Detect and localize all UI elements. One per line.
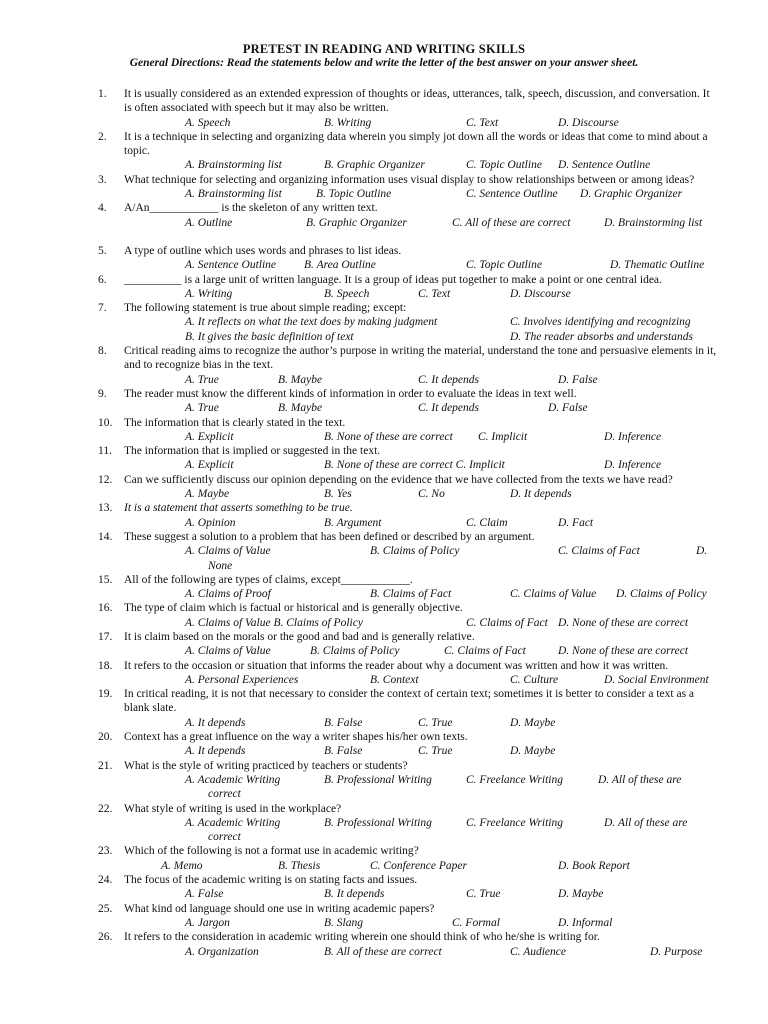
answer-choice: C. It depends [418, 402, 480, 415]
answer-choice: A. Claims of Value [185, 545, 271, 558]
answer-choice: C. Claim [466, 516, 508, 529]
answer-choice: C. Text [466, 116, 499, 129]
question-text: __________ is a large unit of written language. It is a group of ideas put together to make a point or one central idea. [124, 273, 662, 286]
answer-choice: C. Conference Paper [370, 859, 467, 872]
answer-choice: C. Text [418, 287, 451, 300]
answer-choice: B. Slang [324, 916, 363, 929]
question-number: 16. [98, 602, 113, 615]
answer-choice: C. Freelance Writing [466, 816, 563, 829]
question-number: 1. [98, 88, 107, 100]
question-item [0, 201, 768, 230]
question-number: 21. [98, 759, 113, 772]
question-item [0, 844, 768, 873]
question-number: 19. [98, 688, 113, 701]
answer-choice: A. Opinion [185, 516, 236, 529]
question-item [0, 802, 768, 845]
choice-row [0, 830, 768, 844]
answer-choice: D. Graphic Organizer [580, 188, 683, 201]
choice-row [0, 616, 768, 630]
answer-choice: A. False [185, 888, 224, 901]
question-text: It is a statement that asserts something to be true. [124, 502, 353, 515]
answer-choice: D. It depends [510, 488, 572, 501]
answer-choice: B. Writing [324, 116, 372, 129]
choice-row [0, 458, 768, 472]
answer-choice: C. True [418, 716, 453, 729]
question-list [0, 87, 768, 959]
answer-choice: A. Academic Writing [185, 773, 281, 786]
question-item [0, 387, 768, 416]
question-number: 10. [98, 416, 113, 429]
answer-choice: B. It gives the basic definition of text [185, 330, 354, 343]
question-text: Can we sufficiently discuss our opinion depending on the evidence that we have collected from the texts we have read? [124, 473, 673, 486]
question-text: The information that is implied or suggested in the text. [124, 445, 381, 458]
question-text: In critical reading, it is not that necessary to consider the context of certain text; sometimes it is better to consider a text as a blank slate. [124, 688, 695, 715]
answer-choice: A. True [185, 373, 219, 386]
question-number: 17. [98, 630, 113, 643]
answer-choice: A. It depends [185, 716, 246, 729]
question-number: 8. [98, 345, 107, 358]
question-text: It is claim based on the morals or the good and bad and is generally relative. [124, 630, 475, 643]
question-item [0, 687, 768, 730]
question-number: 18. [98, 659, 113, 672]
question-item [0, 659, 768, 688]
question-text: What is the style of writing practiced by teachers or students? [124, 759, 408, 772]
answer-choice: B. Speech [324, 287, 370, 300]
answer-choice: A. Academic Writing [185, 816, 281, 829]
answer-choice: C. Claims of Fact [444, 645, 526, 658]
answer-choice: B. Context [370, 673, 419, 686]
question-item [0, 473, 768, 502]
question-item [0, 601, 768, 630]
answer-choice: D. Brainstorming list [604, 216, 703, 229]
choice-row [0, 373, 768, 387]
answer-choice: D. Maybe [510, 716, 556, 729]
question-text: What technique for selecting and organizing information uses visual display to show relationships between or among ideas? [124, 173, 695, 186]
question-text: Critical reading aims to recognize the author’s purpose in writing the material, understand the tone and persuasive elements in it, and to recognize bias in the text. [124, 345, 717, 372]
choice-row [0, 544, 768, 558]
answer-choice: D. Maybe [558, 888, 604, 901]
question-item [0, 501, 768, 530]
question-text: The following statement is true about simple reading; except: [124, 302, 407, 315]
answer-choice: D. Discourse [510, 287, 571, 300]
answer-choice: C. Sentence Outline [466, 188, 558, 201]
answer-choice: A. Brainstorming list [185, 188, 282, 201]
question-text: All of the following are types of claims, except____________. [124, 573, 413, 586]
answer-choice: A. Claims of Proof [185, 588, 271, 601]
answer-choice: A. Jargon [185, 916, 230, 929]
question-text: Which of the following is not a format use in academic writing? [124, 845, 419, 858]
answer-choice: A. It reflects on what the text does by making judgment [185, 316, 438, 329]
question-item [0, 630, 768, 659]
answer-choice: correct [208, 788, 241, 801]
answer-choice: B. Maybe [278, 402, 323, 415]
choice-row [0, 559, 768, 573]
answer-choice: D. False [558, 373, 598, 386]
answer-choice: A. Explicit [185, 459, 234, 472]
choice-row [0, 916, 768, 930]
answer-choice: A. Organization [185, 945, 259, 958]
answer-choice: B. Maybe [278, 373, 323, 386]
question-number: 23. [98, 845, 113, 858]
question-item [0, 130, 768, 173]
question-number: 20. [98, 731, 113, 744]
answer-choice: D. All of these are [604, 816, 688, 829]
answer-choice: B. Claims of Policy [310, 645, 400, 658]
question-text: What kind od language should one use in writing academic papers? [124, 902, 435, 915]
answer-choice: D. All of these are [598, 773, 682, 786]
answer-choice: D. Sentence Outline [558, 159, 651, 172]
question-number: 25. [98, 902, 113, 915]
answer-choice: C. Formal [452, 916, 500, 929]
answer-choice: A. Explicit [185, 430, 234, 443]
question-item [0, 301, 768, 344]
question-number: 12. [98, 473, 113, 486]
question-item [0, 730, 768, 759]
question-text: It refers to the occasion or situation that informs the reader about why a document was written and how it was written. [124, 659, 669, 672]
answer-choice: B. It depends [324, 888, 385, 901]
answer-choice: B. Graphic Organizer [324, 159, 425, 172]
answer-choice: A. True [185, 402, 219, 415]
answer-choice: C. Freelance Writing [466, 773, 563, 786]
question-number: 2. [98, 130, 107, 143]
question-text: The reader must know the different kinds of information in order to evaluate the ideas in text well. [124, 387, 577, 400]
answer-choice: A. It depends [185, 745, 246, 758]
choice-row [0, 315, 768, 329]
question-number: 14. [98, 530, 113, 543]
question-number: 6. [98, 273, 107, 286]
answer-choice: B. False [324, 745, 363, 758]
answer-choice: D. [696, 545, 708, 558]
answer-choice: C. Claims of Fact [558, 545, 640, 558]
answer-choice: A. Claims of Value [185, 645, 271, 658]
answer-choice: D. None of these are correct [558, 616, 689, 629]
choice-row [0, 673, 768, 687]
answer-choice: A. Speech [185, 116, 231, 129]
answer-choice: B. Professional Writing [324, 816, 432, 829]
choice-row [0, 859, 768, 873]
question-item [0, 573, 768, 602]
question-number: 3. [98, 173, 107, 186]
question-text: These suggest a solution to a problem that has been defined or described by an argument. [124, 530, 535, 543]
answer-choice: D. The reader absorbs and understands [510, 330, 693, 343]
answer-choice: D. False [548, 402, 588, 415]
choice-row [0, 430, 768, 444]
question-item [0, 759, 768, 802]
answer-choice: C. Claims of Value [510, 588, 597, 601]
question-item [0, 444, 768, 473]
question-number: 7. [98, 302, 107, 315]
question-text: It is usually considered as an extended expression of thoughts or ideas, utterances, talk, speech, discussion, and conversation. It is often associated with speech but it may also be written. [124, 88, 710, 115]
choice-row [0, 787, 768, 801]
choice-row [0, 401, 768, 415]
choice-row [0, 587, 768, 601]
choice-row [0, 945, 768, 959]
question-item [0, 416, 768, 445]
answer-choice: None [208, 559, 233, 572]
answer-choice: B. All of these are correct [324, 945, 442, 958]
answer-choice: B. Area Outline [304, 259, 376, 272]
question-text: A/An____________ is the skeleton of any written text. [124, 202, 378, 215]
answer-choice: D. Informal [558, 916, 613, 929]
answer-choice: A. Maybe [185, 488, 230, 501]
answer-choice: D. Fact [558, 516, 594, 529]
question-number: 9. [98, 387, 107, 400]
choice-row [0, 258, 768, 272]
choice-row [0, 744, 768, 758]
answer-choice: A. Sentence Outline [185, 259, 277, 272]
answer-choice: D. Claims of Policy [616, 588, 707, 601]
answer-choice: C. Topic Outline [466, 159, 542, 172]
answer-choice: C. Implicit [478, 430, 528, 443]
question-text: The focus of the academic writing is on stating facts and issues. [124, 874, 418, 887]
question-number: 22. [98, 802, 113, 815]
answer-choice: C. Audience [510, 945, 566, 958]
choice-row [0, 287, 768, 301]
answer-choice: A. Personal Experiences [185, 673, 299, 686]
answer-choice: D. Inference [604, 430, 662, 443]
question-number: 4. [98, 202, 107, 215]
answer-choice: A. Memo [161, 859, 203, 872]
answer-choice: A. Brainstorming list [185, 159, 282, 172]
question-text: It refers to the consideration in academic writing wherein one should think of who he/she is writing for. [124, 931, 600, 944]
answer-choice: B. Argument [324, 516, 382, 529]
answer-choice: C. All of these are correct [452, 216, 571, 229]
answer-choice: C. No [418, 488, 445, 501]
answer-choice: B. Graphic Organizer [306, 216, 407, 229]
spacer [0, 230, 768, 244]
question-item [0, 344, 768, 387]
answer-choice: D. Thematic Outline [610, 259, 705, 272]
question-item [0, 87, 768, 130]
answer-choice: B. Professional Writing [324, 773, 432, 786]
answer-choice: B. None of these are correct [324, 430, 453, 443]
question-text: The information that is clearly stated in the text. [124, 416, 346, 429]
question-item [0, 530, 768, 573]
answer-choice: D. Discourse [558, 116, 619, 129]
answer-choice: D. Inference [604, 459, 662, 472]
answer-choice: A. Outline [185, 216, 233, 229]
answer-choice: C. Culture [510, 673, 559, 686]
choice-row [0, 487, 768, 501]
answer-choice: C. True [466, 888, 501, 901]
question-number: 26. [98, 931, 113, 944]
choice-row [0, 644, 768, 658]
question-item [0, 902, 768, 931]
question-item [0, 930, 768, 959]
answer-choice: B. Claims of Fact [370, 588, 452, 601]
question-text: A type of outline which uses words and phrases to list ideas. [124, 244, 402, 257]
question-number: 15. [98, 573, 113, 586]
choice-row [0, 773, 768, 787]
question-text: It is a technique in selecting and organizing data wherein you simply jot down all the words or ideas that come to mind about a topic. [124, 130, 708, 158]
question-number: 24. [98, 874, 113, 887]
answer-choice: A. Claims of Value B. Claims of Policy [185, 616, 363, 629]
choice-row [0, 158, 768, 172]
answer-choice: D. Maybe [510, 745, 556, 758]
question-text: Context has a great influence on the way a writer shapes his/her own texts. [124, 731, 468, 744]
question-text: What style of writing is used in the workplace? [124, 802, 342, 815]
answer-choice: C. Involves identifying and recognizing [510, 316, 691, 329]
answer-choice: A. Writing [185, 287, 233, 300]
answer-choice: C. True [418, 745, 453, 758]
question-item [0, 173, 768, 202]
choice-row [0, 716, 768, 730]
page-title: PRETEST IN READING AND WRITING SKILLS [242, 42, 526, 56]
question-text: The type of claim which is factual or historical and is generally objective. [124, 602, 463, 615]
answer-choice: C. It depends [418, 373, 480, 386]
question-number: 11. [98, 445, 112, 458]
answer-choice: D. None of these are correct [558, 645, 689, 658]
answer-choice: correct [208, 831, 241, 844]
choice-row [0, 187, 768, 201]
answer-choice: C. Claims of Fact [466, 616, 548, 629]
question-item [0, 244, 768, 273]
general-directions: General Directions: Read the statements below and write the letter of the best answer on your answer sheet. [129, 57, 639, 69]
answer-choice: C. Topic Outline [466, 259, 542, 272]
question-number: 5. [98, 244, 107, 257]
choice-row [0, 330, 768, 344]
answer-choice: D. Book Report [558, 859, 630, 872]
answer-choice: B. False [324, 716, 363, 729]
answer-choice: B. Thesis [278, 859, 321, 872]
question-item [0, 273, 768, 302]
answer-choice: D. Purpose [650, 945, 703, 958]
answer-choice: B. Claims of Policy [370, 545, 460, 558]
answer-choice: B. Yes [324, 488, 352, 501]
question-item [0, 873, 768, 902]
answer-choice: D. Social Environment [604, 673, 709, 686]
answer-choice: B. None of these are correct C. Implicit [324, 459, 505, 472]
choice-row [0, 816, 768, 830]
choice-row [0, 887, 768, 901]
answer-choice: B. Topic Outline [316, 188, 392, 201]
choice-row [0, 216, 768, 230]
question-number: 13. [98, 502, 113, 515]
choice-row [0, 516, 768, 530]
choice-row [0, 116, 768, 130]
